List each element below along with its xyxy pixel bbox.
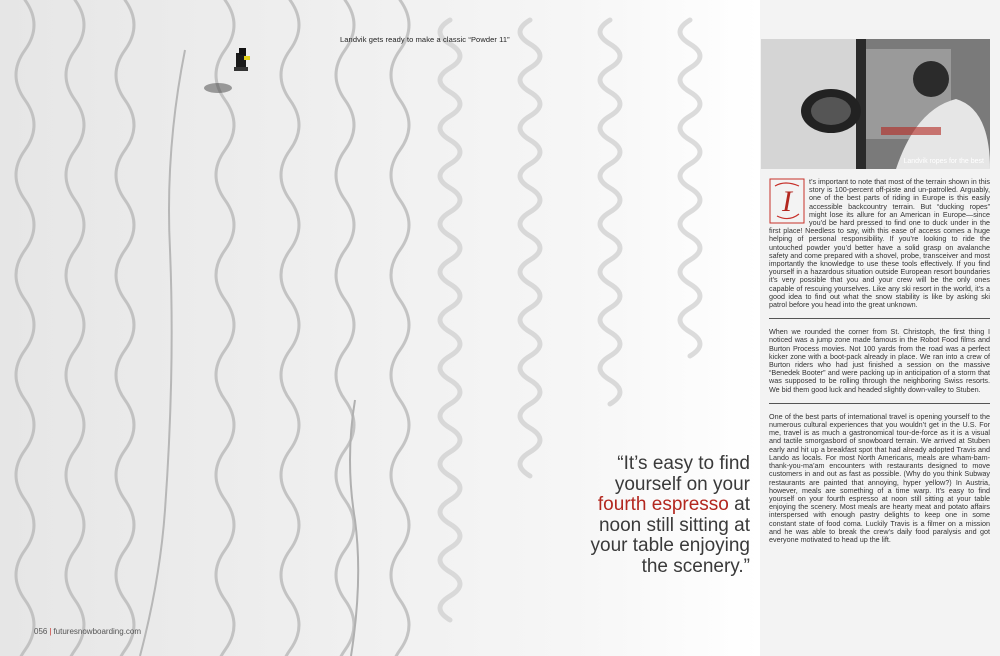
article-para-2: When we rounded the corner from St. Christoph, the first thing I noticed was a jump zone made famous in the Robot Food films and Burton Process movies. Not 100 yards from the road was a perfect kicker zone with a boot-pack already in place. We ran into a crew of Burton riders who had just finished a session on the massive “Benedek Booter” and were packing up in anticipation of a storm that was supposed to be rolling through the neighboring Swiss resorts. We bid them good luck and headed slightly down-valley to Stuben. [769, 327, 990, 394]
article-para-3: One of the best parts of international travel is opening yourself to the numerous cultural experiences that you wouldn’t get in the U.S. For me, travel is as much a gastronomical tour-de-force as it is a visual and tactile smorgasbord of snowboard terrain. We arrived at Stuben early and hit up a breakfast spot that had already adopted Travis and Lando as locals. For most North Americans, meals are wham-bam-thank-you-ma’am encounters with restaurants designed to move customers in and out as fast as possible. (Why do you think Subway restaurants are painted that annoying, hyper yellow?) In Austria, however, meals are something of a time warp. It’s easy to find yourself on your fourth espresso at noon still sitting at your table enjoying the scenery. Most meals are hearty meat and potato affairs interspersed with enough pastry delights to keep one in some constant state of food coma. Luckily Travis is a filmer on a mission and he was able to break the crew’s daily food paralysis and got everyone motivated to head up the lift. [769, 411, 990, 544]
dropcap-ornament [769, 178, 805, 224]
pull-quote-part1: “It’s easy to find yourself on your [614, 453, 750, 495]
article-para-1 [769, 178, 990, 309]
footer-site: futuresnowboarding.com [53, 627, 142, 636]
gondola-rider-image [761, 39, 990, 169]
article-column [769, 178, 990, 553]
inset-photo-caption: Landvik ropes for the best [903, 158, 984, 165]
footer-separator: | [49, 627, 52, 636]
pull-quote-highlight: fourth espresso [597, 494, 729, 515]
article-para-1-text: t’s important to note that most of the terrain shown in this story is 100-percent off-piste and un-patrolled. Arguably, one of the best parts of riding in Europe is this easily accessible backcountry terrain. But “ducking ropes” might lose its allure for an American in Europe—since you’d be hard pressed to find one to duck under in the first place! Needless to say, with this ease of access comes a huge helping of personal responsibility. If you’re looking to ride the untouched powder you’d better have a solid grasp on avalanche safety and come prepared with a shovel, probe, transceiver and most importantly the knowledge to use these tools effectively. If you find yourself in a hazardous situation outside European resort boundaries it’s very possible that you and your crew will be the only ones capable of rescuing yourselves. Like any ski resort in the world, it’s a good idea to find out what the snow stability is like by asking ski patrol before you head into the great unknown. [769, 177, 990, 310]
dropcap-letter: I [782, 185, 792, 218]
page-number: 056 [34, 627, 48, 636]
photo-caption: Landvik gets ready to make a classic “Powder 11” [340, 35, 510, 44]
page-footer [34, 627, 141, 636]
pull-quote [585, 454, 750, 577]
section-divider-2 [769, 403, 990, 404]
inset-photo [761, 39, 990, 169]
pull-quote-part2: at noon still sitting at your table enjoying the scenery.” [590, 494, 750, 577]
section-divider [769, 318, 990, 319]
